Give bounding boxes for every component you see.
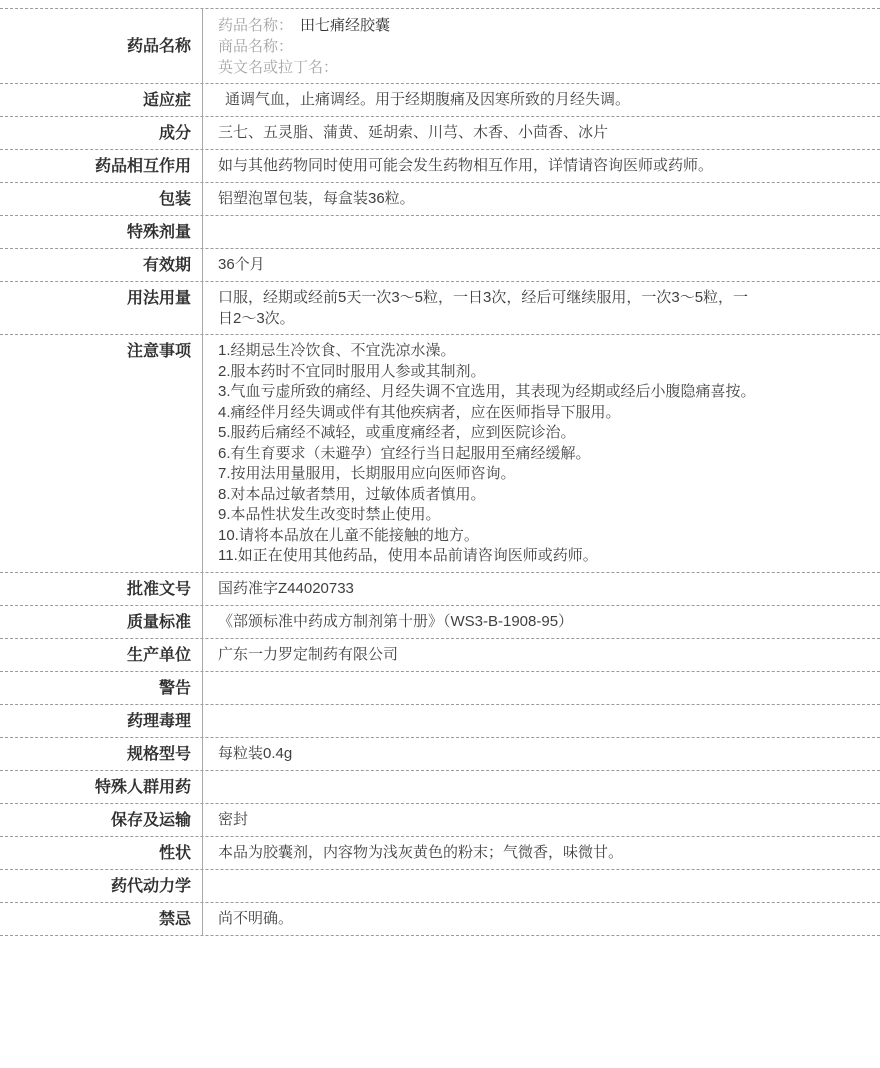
row-value-indication: 通调气血，止痛调经。用于经期腹痛及因寒所致的月经失调。 bbox=[225, 91, 631, 108]
row-value-drug-name bbox=[203, 9, 880, 83]
trade-name-sublabel: 商品名称： bbox=[218, 38, 294, 55]
row-label-pharmacokinetics: 药代动力学 bbox=[0, 870, 203, 902]
table-row-interactions bbox=[0, 150, 880, 183]
row-value-appearance: 本品为胶囊剂，内容物为浅灰黄色的粉末；气微香，味微甘。 bbox=[218, 843, 624, 861]
row-value-packaging: 铝塑泡罩包装，每盒装36粒。 bbox=[218, 190, 415, 207]
row-value-special-dosage bbox=[203, 216, 880, 248]
table-row-drug-name bbox=[0, 9, 880, 84]
drug-name-line bbox=[218, 15, 868, 36]
table-row-precautions bbox=[0, 335, 880, 573]
row-label-interactions: 药品相互作用 bbox=[0, 150, 203, 182]
precaution-item: 9.本品性状发生改变时禁止使用。 bbox=[218, 506, 441, 523]
row-label-appearance: 性状 bbox=[0, 837, 203, 869]
row-value-shelf-life: 36个月 bbox=[218, 256, 265, 273]
row-value-special-population bbox=[203, 771, 880, 803]
row-label-approval-number: 批准文号 bbox=[0, 573, 203, 605]
row-label-quality-standard: 质量标准 bbox=[0, 606, 203, 638]
row-label-shelf-life: 有效期 bbox=[0, 249, 203, 281]
row-label-special-population: 特殊人群用药 bbox=[0, 771, 203, 803]
row-value-approval-number: 国药准字Z44020733 bbox=[218, 579, 354, 597]
table-row-special-population bbox=[0, 771, 880, 804]
trade-name-line bbox=[218, 36, 868, 57]
drug-name-value: 田七痛经胶囊 bbox=[300, 17, 391, 34]
row-value-quality-standard: 《部颁标准中药成方制剂第十册》（WS3-B-1908-95） bbox=[218, 612, 574, 630]
precaution-item: 11.如正在使用其他药品，使用本品前请咨询医师或药师。 bbox=[218, 547, 598, 564]
row-label-manufacturer: 生产单位 bbox=[0, 639, 203, 671]
english-name-sublabel: 英文名或拉丁名： bbox=[218, 59, 339, 76]
english-name-line bbox=[218, 57, 868, 78]
table-row-shelf-life bbox=[0, 249, 880, 282]
row-value-ingredients: 三七、五灵脂、蒲黄、延胡索、川芎、木香、小茴香、冰片 bbox=[218, 124, 609, 141]
row-label-dosage: 用法用量 bbox=[0, 282, 203, 334]
table-row-storage bbox=[0, 804, 880, 837]
row-value-pharmacokinetics bbox=[203, 870, 880, 902]
dosage-text: 口服，经期或经前5天一次3～5粒，一日3次，经后可继续服用，一次3～5粒，一日2～3次。 bbox=[218, 289, 749, 327]
row-value-contraindication: 尚不明确。 bbox=[218, 909, 294, 927]
row-label-specification: 规格型号 bbox=[0, 738, 203, 770]
row-label-storage: 保存及运输 bbox=[0, 804, 203, 836]
row-label-packaging: 包装 bbox=[0, 183, 203, 215]
row-label-pharmacology: 药理毒理 bbox=[0, 705, 203, 737]
row-value-storage: 密封 bbox=[218, 810, 249, 828]
table-row-contraindication bbox=[0, 903, 880, 936]
row-value-interactions: 如与其他药物同时使用可能会发生药物相互作用，详情请咨询医师或药师。 bbox=[218, 157, 714, 174]
drug-info-table bbox=[0, 8, 880, 936]
row-value-precautions bbox=[203, 335, 880, 572]
table-row-specification bbox=[0, 738, 880, 771]
table-row-pharmacology bbox=[0, 705, 880, 738]
precaution-item: 7.按用法用量服用，长期服用应向医师咨询。 bbox=[218, 465, 516, 482]
table-row-manufacturer bbox=[0, 639, 880, 672]
table-row-quality-standard bbox=[0, 606, 880, 639]
table-row-appearance bbox=[0, 837, 880, 870]
row-label-warning: 警告 bbox=[0, 672, 203, 704]
table-row-indication bbox=[0, 84, 880, 117]
row-label-drug-name: 药品名称 bbox=[0, 9, 203, 83]
row-value-dosage bbox=[203, 282, 880, 334]
precaution-item: 8.对本品过敏者禁用，过敏体质者慎用。 bbox=[218, 485, 486, 503]
row-value-specification: 每粒装0.4g bbox=[218, 744, 293, 762]
precaution-item: 2.服本药时不宜同时服用人参或其制剂。 bbox=[218, 362, 486, 380]
row-label-ingredients: 成分 bbox=[0, 117, 203, 149]
row-label-precautions: 注意事项 bbox=[0, 335, 203, 572]
row-label-special-dosage: 特殊剂量 bbox=[0, 216, 203, 248]
table-row-approval-number bbox=[0, 573, 880, 606]
precaution-item: 1.经期忌生冷饮食、不宜洗凉水澡。 bbox=[218, 342, 456, 359]
precaution-item: 6.有生育要求（未避孕）宜经行当日起服用至痛经缓解。 bbox=[218, 444, 591, 462]
row-value-pharmacology bbox=[203, 705, 880, 737]
row-label-contraindication: 禁忌 bbox=[0, 903, 203, 935]
precaution-item: 5.服药后痛经不减轻，或重度痛经者，应到医院诊治。 bbox=[218, 424, 576, 441]
precaution-item: 3.气血亏虚所致的痛经、月经失调不宜选用，其表现为经期或经后小腹隐痛喜按。 bbox=[218, 383, 756, 400]
row-label-indication: 适应症 bbox=[0, 84, 203, 116]
precaution-item: 10.请将本品放在儿童不能接触的地方。 bbox=[218, 526, 479, 544]
table-row-packaging bbox=[0, 183, 880, 216]
table-row-dosage bbox=[0, 282, 880, 335]
table-row-pharmacokinetics bbox=[0, 870, 880, 903]
table-row-warning bbox=[0, 672, 880, 705]
precaution-item: 4.痛经伴月经失调或伴有其他疾病者，应在医师指导下服用。 bbox=[218, 403, 621, 421]
row-value-warning bbox=[203, 672, 880, 704]
drug-name-sublabel: 药品名称： bbox=[218, 17, 294, 34]
row-value-manufacturer: 广东一力罗定制药有限公司 bbox=[218, 645, 399, 663]
table-row-special-dosage bbox=[0, 216, 880, 249]
table-row-ingredients bbox=[0, 117, 880, 150]
